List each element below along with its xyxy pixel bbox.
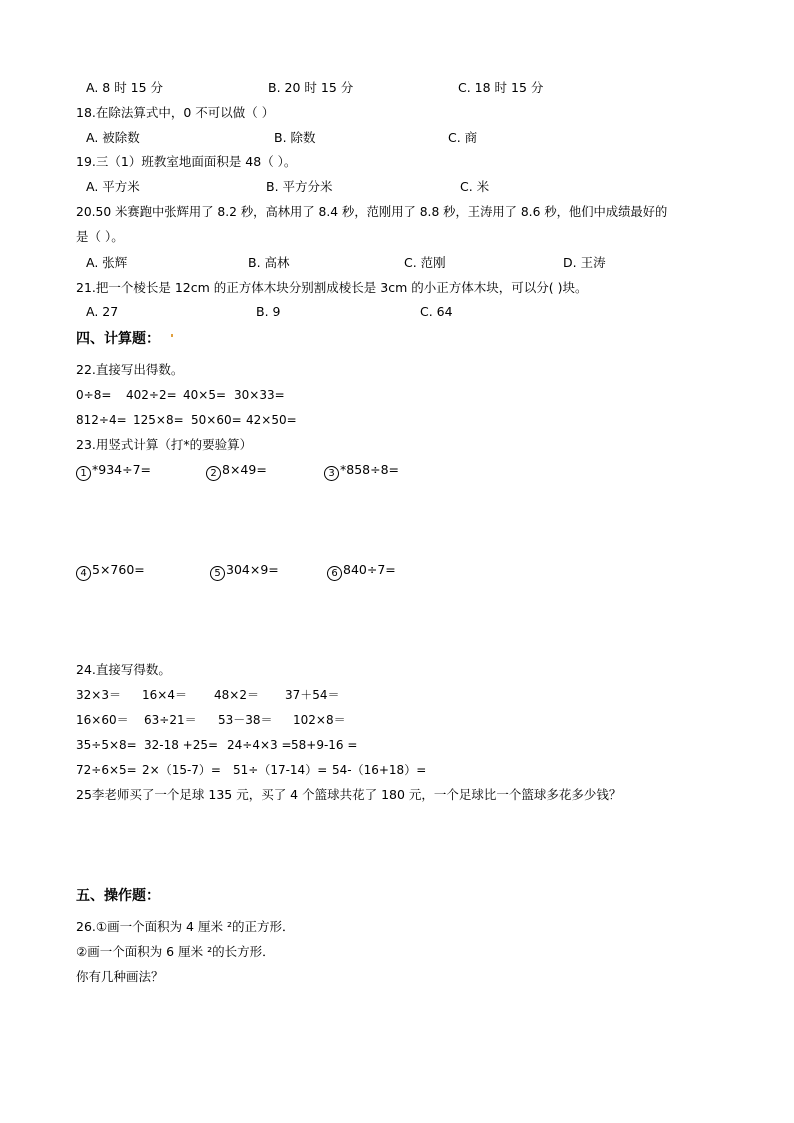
q22-row-2 bbox=[76, 414, 297, 426]
q23-problem-5 bbox=[210, 564, 279, 581]
q24-item: 2×（15-7）= bbox=[142, 763, 221, 777]
q18-option-b: B. 除数 bbox=[274, 130, 316, 145]
q24-stem: 24.直接写得数。 bbox=[76, 662, 171, 677]
stray-mark bbox=[171, 334, 173, 337]
q24-item: 48×2＝ bbox=[214, 688, 259, 702]
q22-item: 50×60= bbox=[191, 413, 242, 427]
q23-problem-4 bbox=[76, 564, 145, 581]
q26-line-1: 26.①画一个面积为 4 厘米 ²的正方形． bbox=[76, 919, 295, 934]
q22-item: 30×33= bbox=[234, 388, 285, 402]
q20-option-b: B. 高林 bbox=[248, 255, 290, 270]
circled-number: 3 bbox=[324, 466, 339, 481]
q19-stem: 19.三（1）班教室地面面积是 48（ ）。 bbox=[76, 154, 297, 169]
q21-option-c: C. 64 bbox=[420, 304, 453, 319]
q23-problem-1 bbox=[76, 464, 151, 481]
q22-item: 402÷2= bbox=[126, 388, 177, 402]
q23-expression: *934÷7= bbox=[92, 462, 152, 477]
q24-item: 102×8＝ bbox=[293, 713, 346, 727]
q24-item: 37＋54＝ bbox=[285, 688, 340, 702]
q23-expression: 5×760= bbox=[92, 562, 145, 577]
q24-item: 53－38＝ bbox=[218, 713, 273, 727]
q17-option-a: A. 8 时 15 分 bbox=[86, 80, 164, 95]
q24-row-3 bbox=[76, 739, 357, 751]
q24-item: 16×60＝ bbox=[76, 713, 129, 727]
q22-item: 812÷4= bbox=[76, 413, 127, 427]
q22-item: 40×5= bbox=[183, 388, 227, 402]
q21-option-b: B. 9 bbox=[256, 304, 281, 319]
q20-stem-line1: 20.50 米赛跑中张辉用了 8.2 秒，高林用了 8.4 秒，范刚用了 8.8 秒，王涛用了 8.6 秒，他们中成绩最好的 bbox=[76, 205, 668, 219]
q23-expression: 840÷7= bbox=[343, 562, 396, 577]
q22-item: 0÷8= bbox=[76, 388, 112, 402]
q24-row-1 bbox=[76, 689, 340, 701]
section-4-title: 四、计算题： bbox=[76, 331, 160, 347]
q21-option-a: A. 27 bbox=[86, 304, 119, 319]
circled-number: 4 bbox=[76, 566, 91, 581]
q18-option-c: C. 商 bbox=[448, 130, 478, 145]
circled-number: 5 bbox=[210, 566, 225, 581]
section-5-title: 五、操作题： bbox=[76, 888, 160, 904]
q20-option-c: C. 范刚 bbox=[404, 255, 446, 270]
q26-line-3: 你有几种画法？ bbox=[76, 969, 164, 984]
q21-stem: 21.把一个棱长是 12cm 的正方体木块分别割成棱长是 3cm 的小正方体木块，可以分( )块。 bbox=[76, 280, 588, 295]
q23-problem-3 bbox=[324, 464, 399, 481]
circled-number: 2 bbox=[206, 466, 221, 481]
q23-expression: *858÷8= bbox=[340, 462, 400, 477]
q23-expression: 8×49= bbox=[222, 462, 267, 477]
q18-option-a: A. 被除数 bbox=[86, 130, 140, 145]
q23-problem-2 bbox=[206, 464, 267, 481]
q19-option-c: C. 米 bbox=[460, 179, 490, 194]
q20-option-a: A. 张辉 bbox=[86, 255, 128, 270]
q18-stem: 18.在除法算式中，0 不可以做（ ） bbox=[76, 105, 275, 120]
circled-number: 6 bbox=[327, 566, 342, 581]
q22-item: 42×50= bbox=[246, 413, 297, 427]
q24-item: 32×3＝ bbox=[76, 688, 121, 702]
q22-row-1 bbox=[76, 389, 285, 401]
q19-option-a: A. 平方米 bbox=[86, 179, 140, 194]
q24-item: 32-18 +25= bbox=[144, 738, 219, 752]
q20-option-d: D. 王涛 bbox=[563, 255, 606, 270]
q22-stem: 22.直接写出得数。 bbox=[76, 362, 184, 377]
q24-item: 24÷4×3 = bbox=[227, 738, 292, 752]
q20-stem-line2: 是（ ）。 bbox=[76, 229, 124, 244]
q17-option-b: B. 20 时 15 分 bbox=[268, 80, 354, 95]
q24-row-2 bbox=[76, 714, 346, 726]
q24-item: 51÷（17-14）= bbox=[233, 763, 328, 777]
circled-number: 1 bbox=[76, 466, 91, 481]
q24-item: 16×4＝ bbox=[142, 688, 187, 702]
q25-stem: 25李老师买了一个足球 135 元，买了 4 个篮球共花了 180 元，一个足球比一个篮球多花多少钱？ bbox=[76, 787, 622, 802]
q24-item: 63÷21＝ bbox=[144, 713, 197, 727]
q19-option-b: B. 平方分米 bbox=[266, 179, 333, 194]
q23-stem: 23.用竖式计算（打*的要验算） bbox=[76, 437, 253, 452]
q23-expression: 304×9= bbox=[226, 562, 279, 577]
q24-item: 72÷6×5= bbox=[76, 763, 137, 777]
q23-problem-6 bbox=[327, 564, 396, 581]
q24-item: 58+9-16 = bbox=[291, 738, 358, 752]
q24-row-4 bbox=[76, 764, 426, 776]
q26-line-2: ②画一个面积为 6 厘米 ²的长方形． bbox=[76, 944, 275, 959]
q24-item: 54-（16+18）= bbox=[332, 763, 427, 777]
q24-item: 35÷5×8= bbox=[76, 738, 137, 752]
q17-option-c: C. 18 时 15 分 bbox=[458, 80, 544, 95]
q22-item: 125×8= bbox=[133, 413, 184, 427]
